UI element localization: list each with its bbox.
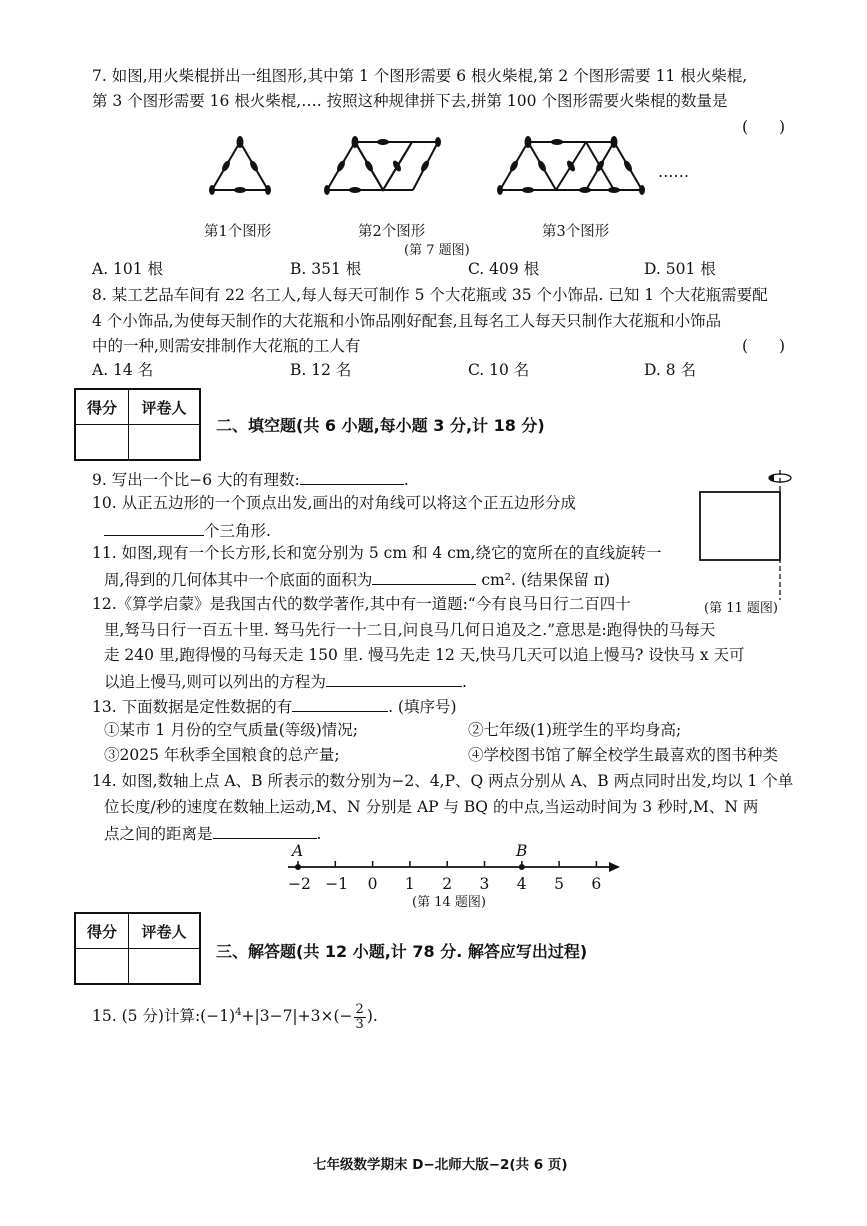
q14-tick-label: 4 (516, 875, 527, 893)
q7-answer-paren: ( ) (742, 118, 786, 136)
q14-tick-label: 6 (591, 875, 602, 893)
q11-fig-caption: (第 11 题图) (704, 601, 778, 616)
q13-item-3: ③2025 年秋季全国粮食的总产量; (104, 746, 340, 764)
q11-line2-start: 周,得到的几何体其中一个底面的面积为 (104, 571, 373, 589)
q7-option-a: A. 101 根 (92, 260, 164, 278)
grader-cell[interactable] (129, 949, 201, 985)
q14-line1: 14. 如图,数轴上点 A、B 所表示的数分别为−2、4,P、Q 两点分别从 A、B 两点同时出发,均以 1 个单 (92, 772, 794, 790)
q14-tick-label: −2 (288, 875, 311, 893)
q14-line3-start: 点之间的距离是 (104, 825, 213, 843)
q14-end: . (316, 825, 322, 843)
q8-option-a: A. 14 名 (92, 361, 154, 379)
q9-prompt: 9. 写出一个比−6 大的有理数: (92, 471, 300, 489)
q14-point-a (295, 864, 301, 870)
q7-option-b: B. 351 根 (290, 260, 362, 278)
q15-expression (92, 1002, 378, 1032)
q14-ticks (295, 861, 596, 870)
q8-line1: 8. 某工艺品车间有 22 名工人,每人每天可制作 5 个大花瓶或 35 个小饰品. 已知 1 个大花瓶需要配 (92, 286, 768, 304)
q14-tick-label: −1 (325, 875, 349, 893)
q14-fig-caption: (第 14 题图) (412, 895, 486, 910)
q10-line2-end: 个三角形. (204, 522, 271, 540)
score-label: 得分 (75, 389, 129, 425)
q14-tick-label: 1 (404, 875, 415, 893)
q14-point-b (519, 864, 525, 870)
q15-denominator: 3 (355, 1016, 364, 1032)
section2-heading: 二、填空题(共 6 小题,每小题 3 分,计 18 分) (216, 416, 545, 435)
q7-fig-caption: (第 7 题图) (404, 243, 470, 258)
q13-item-1: ①某市 1 月份的空气质量(等级)情况; (104, 721, 359, 739)
q8-option-c: C. 10 名 (468, 361, 530, 379)
q8-option-b: B. 12 名 (290, 361, 352, 379)
page-footer: 七年级数学期末 D−北师大版−2(共 6 页) (313, 1157, 568, 1173)
q8-option-d: D. 8 名 (644, 361, 697, 379)
q15-exponent: 4 (235, 1007, 242, 1018)
score-box-section3 (74, 912, 201, 985)
q15-start: 15. (5 分)计算:(−1) (92, 1007, 236, 1026)
q7-option-c: C. 409 根 (468, 260, 540, 278)
q7-fig-label-2: 第2个图形 (358, 224, 426, 240)
q7-line1: 7. 如图,用火柴棍拼出一组图形,其中第 1 个图形需要 6 根火柴棍,第 2 个图形需要 11 根火柴棍, (92, 67, 748, 85)
q15-mid: +|3−7|+3×(− (241, 1007, 353, 1026)
score-label: 得分 (75, 913, 129, 949)
q10-line1: 10. 从正五边形的一个顶点出发,画出的对角线可以将这个正五边形分成 (92, 494, 577, 512)
q14-tick-label: 5 (554, 875, 564, 893)
q14-tick-label: 0 (367, 875, 378, 893)
q8-line2: 4 个小饰品,为使每天制作的大花瓶和小饰品刚好配套,且每名工人每天只制作大花瓶和小饰品 (92, 312, 722, 330)
q12-end: . (461, 673, 467, 691)
q7-fig-label-3: 第3个图形 (542, 224, 610, 240)
q11-line1: 11. 如图,现有一个长方形,长和宽分别为 5 cm 和 4 cm,绕它的宽所在的直线旋转一 (92, 544, 662, 562)
q9-end: . (403, 471, 409, 489)
q11-line2-end: cm². (结果保留 π) (481, 571, 611, 589)
grader-label: 评卷人 (129, 389, 201, 425)
q12-line1: 12.《算学启蒙》是我国古代的数学著作,其中有一道题:“今有良马日行二百四十 (92, 595, 631, 613)
q12-line3: 走 240 里,跑得慢的马每天走 150 里. 慢马先走 12 天,快马几天可以追上慢马? 设快马 x 天可 (104, 646, 745, 664)
q14-tick-label: 2 (442, 875, 453, 893)
q13-item-2: ②七年级(1)班学生的平均身高; (468, 721, 682, 739)
q7-fig-label-1: 第1个图形 (204, 224, 272, 240)
q13-prompt: 13. 下面数据是定性数据的有 (92, 698, 293, 716)
q14-tick-label: 3 (479, 875, 490, 893)
q13-end: . (填序号) (388, 698, 457, 716)
q7-option-d: D. 501 根 (644, 260, 716, 278)
q13-item-4: ④学校图书馆了解全校学生最喜欢的图书种类 (468, 746, 779, 764)
q7-line2: 第 3 个图形需要 16 根火柴棍,…. 按照这种规律拼下去,拼第 100 个图形需要火柴棍的数量是 (92, 92, 728, 110)
q14-line2: 位长度/秒的速度在数轴上运动,M、N 分别是 AP 与 BQ 的中点,当运动时间为 3 秒时,M、N 两 (104, 798, 759, 816)
q15-numerator: 2 (355, 1001, 364, 1017)
grader-label: 评卷人 (129, 913, 201, 949)
q7-ellipsis: …… (658, 163, 689, 181)
section3-heading: 三、解答题(共 12 小题,计 78 分. 解答应写出过程) (216, 942, 588, 961)
q15-end: ). (366, 1007, 378, 1026)
q8-answer-paren: ( ) (742, 337, 786, 355)
q14-point-b-label: B (516, 842, 528, 860)
score-cell[interactable] (75, 949, 129, 985)
q15-fraction (354, 1003, 366, 1032)
q8-line3: 中的一种,则需安排制作大花瓶的工人有 (92, 337, 361, 355)
q12-line4-start: 以追上慢马,则可以列出的方程为 (104, 673, 326, 691)
q14-point-a-label: A (292, 842, 304, 860)
q12-line2: 里,驽马日行一百五十里. 驽马先行一十二日,问良马几何日追及之.”意思是:跑得快的马每天 (104, 621, 716, 639)
